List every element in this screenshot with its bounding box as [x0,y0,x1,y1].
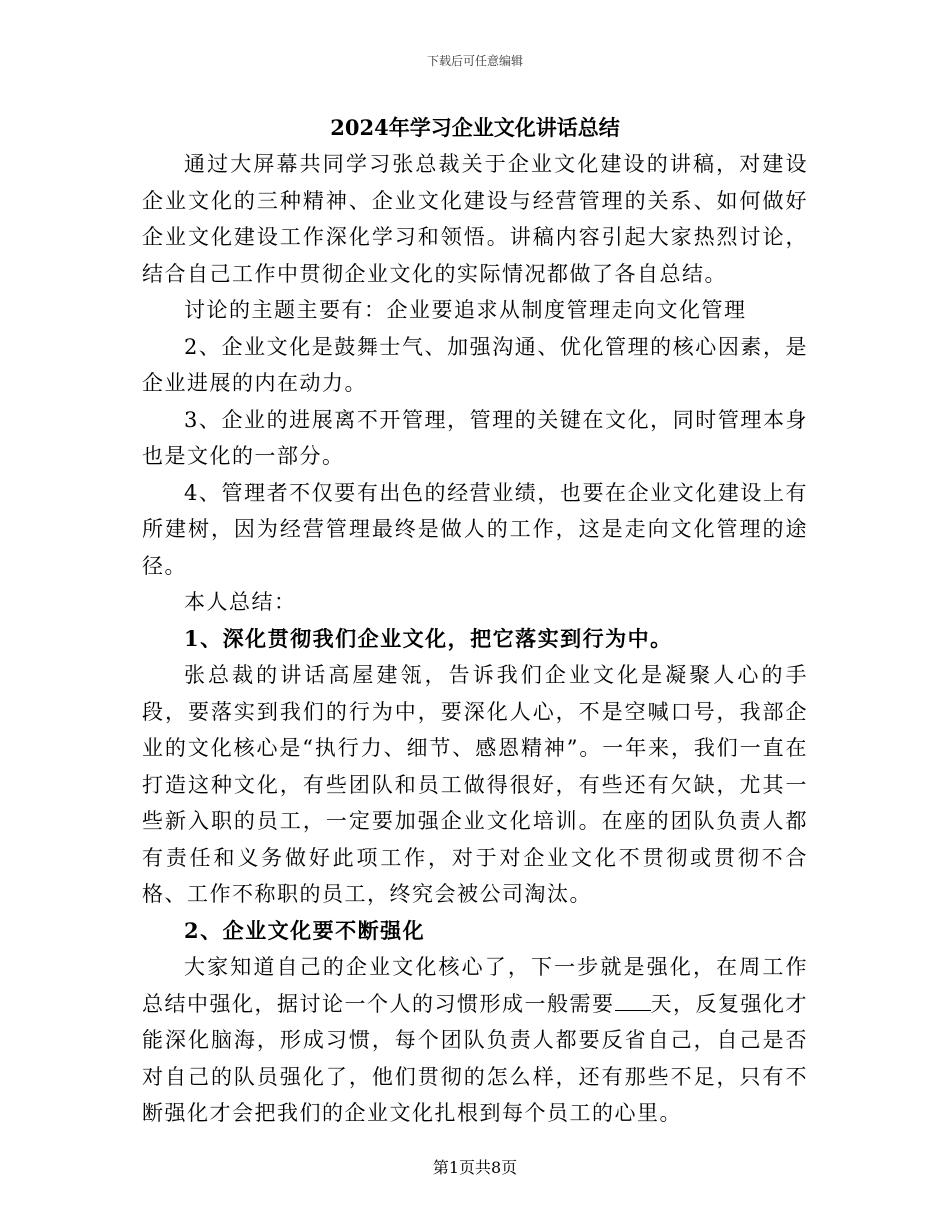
header-note: 下载后可任意编辑 [426,54,523,68]
section-1-paragraph: 张总裁的讲话高屋建瓴，告诉我们企业文化是凝聚人心的手段，要落实到我们的行为中，要深化人心，不是空喊口号，我部企业的文化核心是“执行力、细节、感恩精神”。一年来，我们一直在打造这种文化，有些团队和员工做得很好，有些还有欠缺，尤其一些新入职的员工，一定要加强企业文化培训。在座的团队负责人都有责任和义务做好此项工作，对于对企业文化不贯彻或贯彻不合格、工作不称职的员工，终究会被公司淘汰。 [142,663,808,906]
section-2-paragraph [142,949,808,1132]
document-title: 2024年学习企业文化讲话总结 [330,115,620,140]
point-2-paragraph: 2、企业文化是鼓舞士气、加强沟通、优化管理的核心因素，是企业进展的内在动力。 [142,334,808,395]
point-4-paragraph: 4、管理者不仅要有出色的经营业绩，也要在企业文化建设上有所建树，因为经营管理最终是做人的工作，这是走向文化管理的途径。 [142,480,808,578]
page-footer: 第1页共8页 [432,1158,518,1177]
fill-in-blank [615,992,651,1011]
section-2-text-after-blank: 天，反复强化才能深化脑海，形成习惯，每个团队负责人都要反省自己，自己是否对自己的队员强化了，他们贯彻的怎么样，还有那些不足，只有不断强化才会把我们的企业文化扎根到每个员工的心里。 [142,991,808,1125]
point-3-paragraph: 3、企业的进展离不开管理，管理的关键在文化，同时管理本身也是文化的一部分。 [142,407,808,468]
intro-paragraph: 通过大屏幕共同学习张总裁关于企业文化建设的讲稿，对建设企业文化的三种精神、企业文化建设与经营管理的关系、如何做好企业文化建设工作深化学习和领悟。讲稿内容引起大家热烈讨论，结合自己工作中贯彻企业文化的实际情况都做了各自总结。 [142,152,808,286]
discussion-topic-paragraph: 讨论的主题主要有：企业要追求从制度管理走向文化管理 [184,298,747,322]
section-heading-2: 2、企业文化要不断强化 [184,917,426,943]
section-heading-1: 1、深化贯彻我们企业文化，把它落实到行为中。 [184,625,673,651]
section-2-text-before-blank: 大家知道自己的企业文化核心了，下一步就是强化，在周工作总结中强化，据讨论一个人的习惯形成一般需要 [142,955,808,1016]
personal-summary-label: 本人总结： [184,590,297,614]
document-body [142,146,808,1132]
